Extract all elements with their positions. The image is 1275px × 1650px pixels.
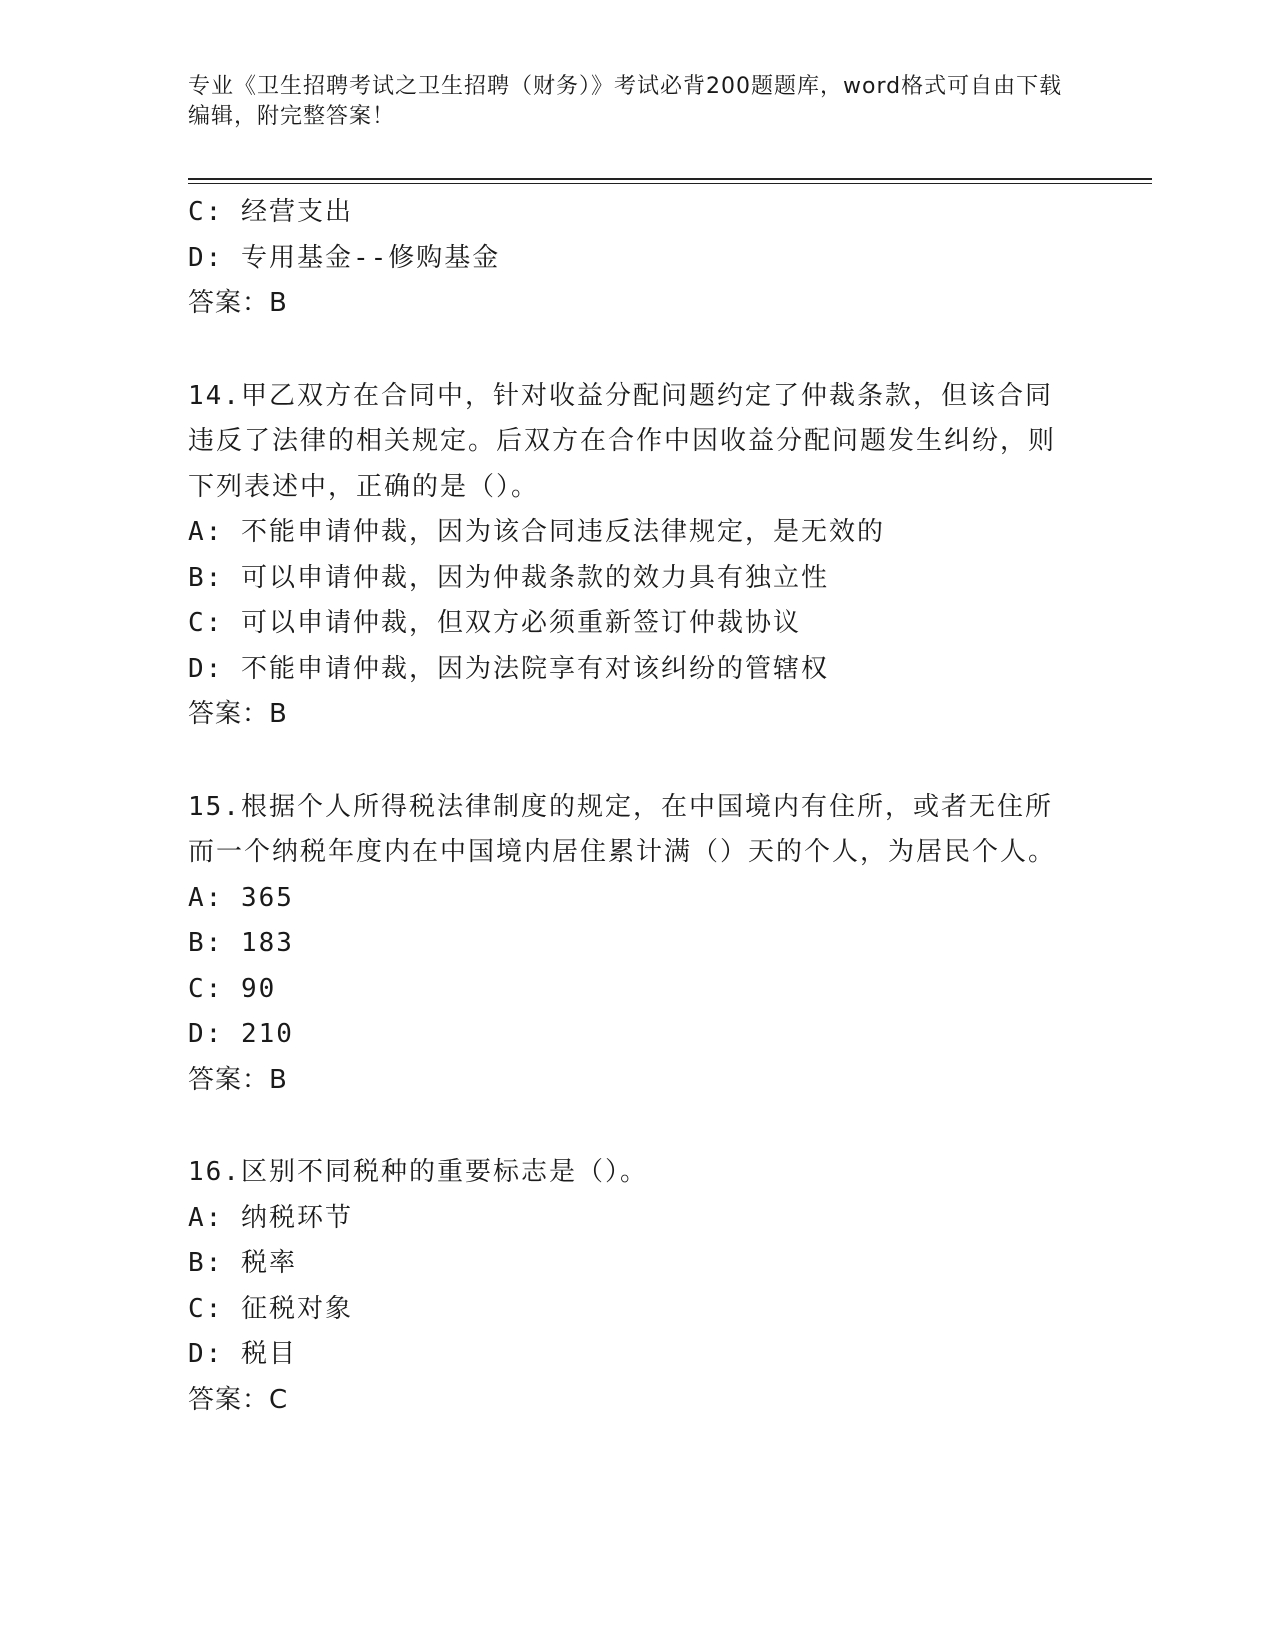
option-b: B: 183 (188, 928, 294, 958)
header-divider-thick (188, 178, 1152, 180)
header-divider-thin (188, 183, 1152, 184)
option-c: C: 征税对象 (188, 1293, 353, 1324)
option-b: B: 可以申请仲裁，因为仲裁条款的效力具有独立性 (188, 562, 829, 593)
question-stem: 14.甲乙双方在合同中，针对收益分配问题约定了仲裁条款，但该合同违反了法律的相关规定。后双方在合作中因收益分配问题发生纠纷，则下列表述中，正确的是（）。 (188, 380, 1057, 502)
option-d: D: 专用基金--修购基金 (188, 242, 501, 273)
option-c: C: 90 (188, 973, 277, 1004)
option-d: D: 210 (188, 1019, 294, 1049)
answer-line: 答案：B (188, 288, 288, 318)
question-block-14 (188, 374, 1088, 738)
header-text: 专业《卫生招聘考试之卫生招聘（财务）》考试必背200题题库，word格式可自由下载编辑，附完整答案！ (188, 74, 1063, 129)
question-block-16 (188, 1150, 1088, 1423)
option-c: C: 经营支出 (188, 197, 353, 227)
option-a: A: 365 (188, 882, 294, 913)
document-body (188, 190, 1088, 1423)
option-a: A: 纳税环节 (188, 1202, 353, 1233)
question-stem: 16.区别不同税种的重要标志是（）。 (188, 1157, 648, 1187)
option-a: A: 不能申请仲裁，因为该合同违反法律规定，是无效的 (188, 517, 885, 547)
option-d: D: 税目 (188, 1339, 297, 1369)
answer-line: 答案：B (188, 1064, 288, 1095)
document-header (188, 72, 1068, 132)
question-block-13-tail (188, 190, 1088, 327)
question-stem: 15.根据个人所得税法律制度的规定，在中国境内有住所，或者无住所而一个纳税年度内在中国境内居住累计满（）天的个人，为居民个人。 (188, 791, 1057, 867)
question-block-15 (188, 785, 1088, 1104)
option-b: B: 税率 (188, 1248, 297, 1278)
answer-line: 答案：B (188, 699, 288, 729)
option-c: C: 可以申请仲裁，但双方必须重新签订仲裁协议 (188, 608, 801, 638)
answer-line: 答案：C (188, 1384, 289, 1415)
option-d: D: 不能申请仲裁，因为法院享有对该纠纷的管辖权 (188, 653, 829, 684)
